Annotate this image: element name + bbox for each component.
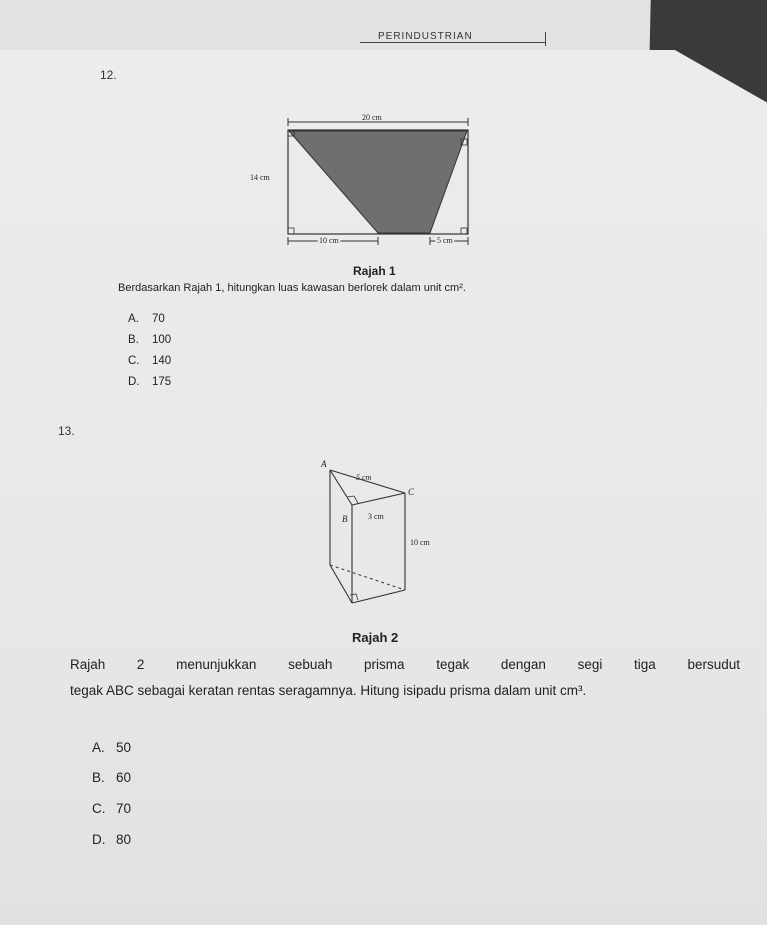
option-value: 50 [116, 740, 132, 755]
question-13-text-line-2: tegak ABC sebagai keratan rentas seragamnya. Hitung isipadu prisma dalam unit cm³. [70, 683, 587, 698]
figure-rajah-1 [240, 110, 490, 255]
option-value: 100 [152, 334, 172, 346]
left-dimension-label: 14 cm [250, 173, 270, 182]
vertex-b-label: B [342, 514, 348, 524]
option-letter: C. [92, 801, 106, 816]
option-value: 60 [116, 770, 132, 785]
edge-ac-label: 5 cm [356, 473, 372, 482]
option-value: 175 [152, 376, 172, 388]
question-13-text-line-1: Rajah 2 menunjukkan sebuah prisma tegak dengan segi tiga bersudut [70, 657, 740, 672]
section-header: PERINDUSTRIAN [378, 31, 473, 42]
question-12-text: Berdasarkan Rajah 1, hitungkan luas kawasan berlorek dalam unit cm². [118, 282, 466, 294]
option-value: 140 [152, 355, 172, 367]
q12-option-d[interactable] [128, 376, 171, 388]
header-rule [360, 42, 545, 43]
option-value: 70 [152, 313, 165, 325]
top-dimension-label: 20 cm [362, 113, 382, 122]
header-tick [545, 32, 546, 46]
q13-option-a[interactable] [92, 740, 131, 755]
option-letter: D. [128, 376, 140, 388]
q12-option-c[interactable] [128, 355, 171, 367]
option-letter: A. [128, 313, 139, 325]
q12-option-a[interactable] [128, 313, 165, 325]
question-13-number: 13. [58, 424, 75, 438]
q13-option-b[interactable] [92, 770, 131, 785]
vertex-c-label: C [408, 487, 415, 497]
q12-option-b[interactable] [128, 334, 171, 346]
option-letter: B. [92, 770, 105, 785]
figure-2-caption: Rajah 2 [352, 630, 399, 645]
shaded-region [289, 131, 467, 233]
bottom-right-dimension-label: 5 cm [437, 236, 453, 245]
right-angle-marker [288, 228, 294, 234]
right-angle-marker [350, 594, 358, 600]
option-letter: B. [128, 334, 139, 346]
edge-bc-label: 3 cm [368, 512, 384, 521]
right-angle-marker [461, 228, 467, 234]
question-12-number: 12. [100, 68, 117, 82]
q13-option-c[interactable] [92, 801, 131, 816]
vertex-a-label: A [321, 459, 327, 469]
option-letter: C. [128, 355, 140, 367]
option-letter: D. [92, 832, 106, 847]
height-label: 10 cm [410, 538, 430, 547]
option-value: 80 [116, 832, 132, 847]
figure-1-caption: Rajah 1 [353, 264, 396, 278]
option-value: 70 [116, 801, 132, 816]
bottom-left-dimension-label: 10 cm [319, 236, 339, 245]
option-letter: A. [92, 740, 105, 755]
figure-rajah-2 [310, 455, 460, 615]
q13-option-d[interactable] [92, 832, 131, 847]
